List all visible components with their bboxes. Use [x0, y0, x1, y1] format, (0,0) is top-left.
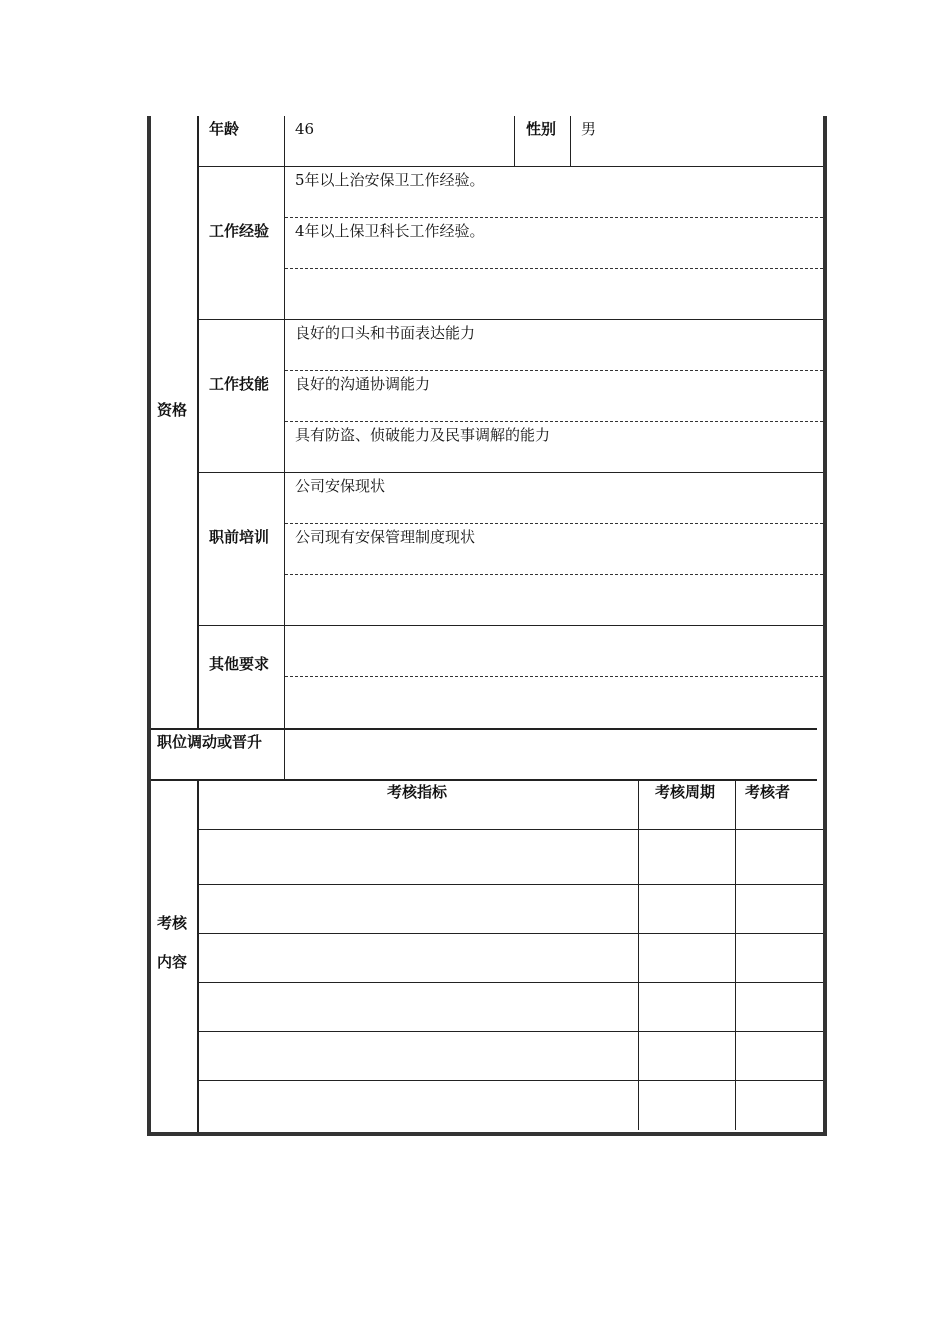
row-line-assess-5 — [198, 1080, 823, 1081]
work-skills-label: 工作技能 — [209, 375, 270, 393]
work-experience-item: 4年以上保卫科长工作经验。 — [295, 222, 485, 240]
assessment-col-divider-1 — [638, 780, 639, 1130]
training-item: 公司现有安保管理制度现状 — [295, 528, 476, 546]
age-gender-divider — [514, 116, 515, 166]
work-experience-item: 5年以上治安保卫工作经验。 — [295, 171, 485, 189]
assessment-col-divider-2 — [735, 780, 736, 1130]
row-line-assess-3 — [198, 982, 823, 983]
dashed-line — [285, 523, 823, 524]
assessment-header-assessor: 考核者 — [745, 783, 791, 801]
dashed-line — [285, 268, 823, 269]
row-line-assess-4 — [198, 1031, 823, 1032]
row-line-transfer — [151, 779, 817, 781]
dashed-line — [285, 574, 823, 575]
age-value: 46 — [295, 120, 315, 138]
row-line-age — [198, 166, 823, 167]
work-skills-item: 良好的沟通协调能力 — [295, 375, 431, 393]
table-border-left — [147, 116, 151, 1136]
row-line-training — [198, 625, 823, 626]
gender-value-divider — [570, 116, 571, 166]
row-line-skills — [198, 472, 823, 473]
row-line-assess-header — [198, 829, 823, 830]
assessment-section-label-line2: 内容 — [157, 953, 188, 971]
gender-label: 性别 — [526, 120, 557, 138]
gender-value: 男 — [581, 120, 597, 138]
row-line-assess-2 — [198, 933, 823, 934]
work-skills-item: 良好的口头和书面表达能力 — [295, 324, 476, 342]
other-requirements-label: 其他要求 — [209, 655, 270, 673]
job-description-table — [147, 116, 827, 1136]
table-border-bottom — [147, 1132, 827, 1136]
qualifications-section-label: 资格 — [157, 401, 188, 419]
work-experience-label: 工作经验 — [209, 222, 270, 240]
work-skills-item: 具有防盗、侦破能力及民事调解的能力 — [295, 426, 551, 444]
label-column-divider — [284, 116, 285, 780]
training-item: 公司安保现状 — [295, 477, 386, 495]
assessment-header-period: 考核周期 — [655, 783, 716, 801]
dashed-line — [285, 421, 823, 422]
assessment-section-label-line1: 考核 — [157, 914, 188, 932]
dashed-line — [285, 370, 823, 371]
assessment-header-indicator: 考核指标 — [387, 783, 448, 801]
table-border-right — [823, 116, 827, 1136]
section-column-divider — [197, 116, 199, 728]
dashed-line — [285, 217, 823, 218]
training-label: 职前培训 — [209, 528, 270, 546]
age-label: 年龄 — [209, 120, 240, 138]
dashed-line — [285, 676, 823, 677]
row-line-assess-1 — [198, 884, 823, 885]
row-line-experience — [198, 319, 823, 320]
row-line-other — [151, 728, 817, 730]
transfer-label: 职位调动或晋升 — [157, 733, 263, 751]
